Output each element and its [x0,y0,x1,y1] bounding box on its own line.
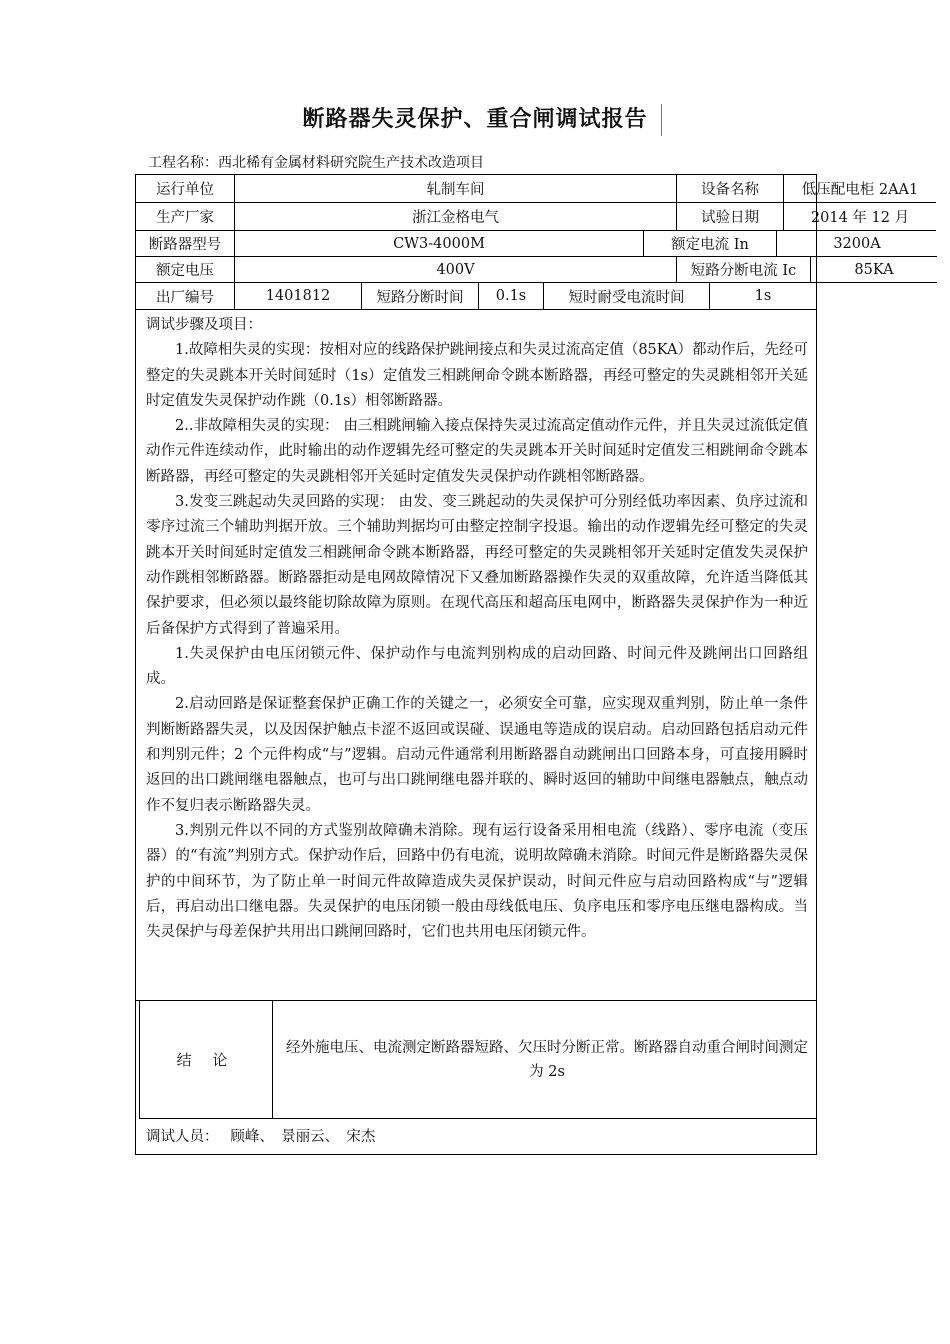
step-paragraph: 1.失灵保护由电压闭锁元件、保护动作与电流判别构成的启动回路、时间元件及跳闸出口回路组成。 [146,645,808,688]
label-rated-voltage: 额定电压 [136,257,235,283]
value-operating-unit: 轧制车间 [235,175,677,203]
step-paragraph: 1.故障相失灵的实现：按相对应的线路保护跳闸接点和失灵过流高定值（85KA）都动作后，先经可整定的失灵跳本开关时间延时（1s）定值发三相跳闸命令跳本断路器，再经可整定的失灵跳相邻开关延时定值发失灵保护动作跳（0.1s）相邻断路器。 [146,342,808,409]
label-breaker-model: 断路器型号 [136,231,235,257]
value-rated-current: 3200A [777,231,937,257]
value-breaker-model: CW3-4000M [235,231,644,257]
step-paragraph: 2.启动回路是保证整套保护正确工作的关键之一，必须安全可靠，应实现双重判别，防止单一条件判断断路器失灵，以及因保护触点卡涩不返回或误碰、误通电等造成的误启动。启动回路包括启动元件和判别元件；2 个元件构成“与”逻辑。启动元件通常利用断路器自动跳闸出口回路本身，可直接用瞬时返回的出口跳闸继电器触点，也可与出口跳闸继电器并联的、瞬时返回的辅助中间继电器触点，触点动作不复归表示断路器失灵。 [146,696,808,814]
label-breaking-current: 短路分断电流 Ic [677,257,811,283]
project-name: 工程名称：西北稀有金属材料研究院生产技术改造项目 [148,155,484,171]
conclusion-label: 结 论 [140,1001,273,1118]
label-operating-unit: 运行单位 [136,175,235,203]
value-test-date: 2014 年 12 月 [784,203,936,231]
value-manufacturer: 浙江金格电气 [235,203,677,231]
report-table [135,174,919,1155]
value-breaking-time: 0.1s [479,283,544,310]
value-withstand-time: 1s [710,283,816,310]
page-title: 断路器失灵保护、重合闸调试报告 [302,107,648,132]
value-serial-number: 1401812 [235,283,362,310]
step-paragraph: 3.判别元件以不同的方式鉴别故障确未消除。现有运行设备采用相电流（线路）、零序电流（变压器）的“有流”判别方式。保护动作后，回路中仍有电流，说明故障确未消除。时间元件是断路器失灵保护的中间环节，为了防止单一时间元件故障造成失灵保护误动，时间元件应与启动回路构成“与”逻辑后，再启动出口继电器。失灵保护的电压闭锁一般由母线低电压、负序电压和零序电压继电器构成。当失灵保护与母差保护共用出口跳闸回路时，它们也共用电压闭锁元件。 [146,822,808,941]
conclusion-text: 经外施电压、电流测定断路器短路、欠压时分断正常。断路器自动重合闸时间测定为 2s [286,1039,808,1080]
steps-section [136,310,816,1001]
label-breaking-time: 短路分断时间 [362,283,479,310]
step-paragraph: 3.发变三跳起动失灵回路的实现： 由发、变三跳起动的失灵保护可分别经低功率因素、负序过流和零序过流三个辅助判据开放。三个辅助判据均可由整定控制字投退。输出的动作逻辑先经可整定的失灵跳本开关时间延时定值发三相跳闸命令跳本断路器，再经可整定的失灵跳相邻开关延时定值发失灵保护动作跳相邻断路器。断路器拒动是电网故障情况下又叠加断路器操作失灵的双重故障，允许适当降低其保护要求，但必须以最终能切除故障为原则。在现代高压和超高压电网中，断路器失灵保护作为一种近后备保护方式得到了普遍采用。 [146,494,808,637]
label-serial-number: 出厂编号 [136,283,235,310]
label-manufacturer: 生产厂家 [136,203,235,231]
step-paragraph: 2..非故障相失灵的实现： 由三相跳闸输入接点保持失灵过流高定值动作元件，并且失灵过流低定值动作元件连续动作，此时输出的动作逻辑先经可整定的失灵跳本开关时间延时定值发三相跳闸命令跳本断路器，再经可整定的失灵跳相邻开关延时定值发失灵保护动作跳相邻断路器。 [146,418,808,485]
test-personnel: 调试人员： 顾峰、 景丽云、 宋杰 [146,1129,376,1145]
label-test-date: 试验日期 [677,203,784,231]
label-equipment-name: 设备名称 [677,175,784,203]
label-withstand-time: 短时耐受电流时间 [544,283,710,310]
label-rated-current: 额定电流 In [644,231,777,257]
value-equipment-name: 低压配电柜 2AA1 [784,175,936,203]
cursor-mark [661,104,662,136]
value-rated-voltage: 400V [235,257,677,283]
steps-heading: 调试步骤及项目： [146,317,262,333]
value-breaking-current: 85KA [811,257,937,283]
conclusion-section [139,1001,816,1119]
